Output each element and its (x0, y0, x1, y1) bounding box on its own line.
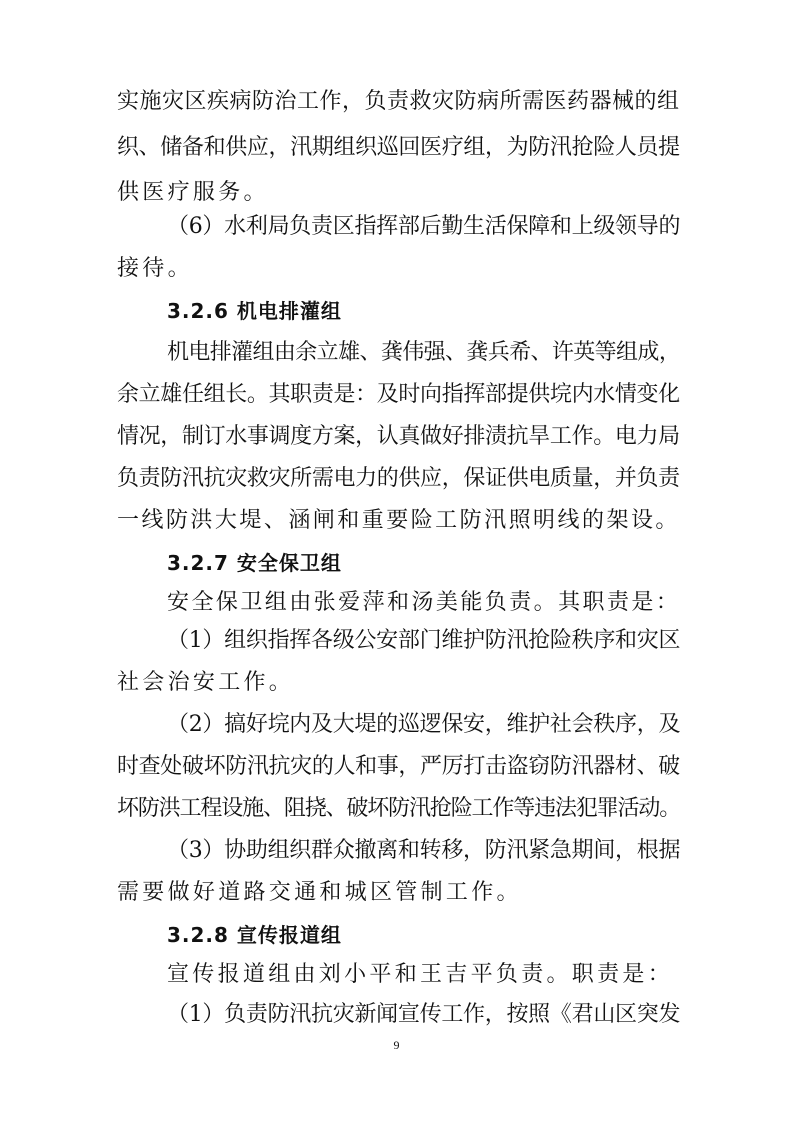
body-text-line: （1）组织指挥各级公安部门维护防汛抢险秩序和灾区 (167, 628, 681, 653)
body-text-line: （6）水利局负责区指挥部后勤生活保障和上级领导的 (167, 214, 681, 239)
body-text-line: 机电排灌组由余立雄、龚伟强、龚兵希、许英等组成， (167, 340, 681, 365)
body-text-line: 时查处破坏防汛抗灾的人和事，严厉打击盗窃防汛器材、破 (117, 754, 680, 779)
body-text-line: 宣传报道组由刘小平和王吉平负责。职责是： (167, 962, 674, 987)
page-number: 9 (393, 1038, 400, 1052)
body-text-line: 余立雄任组长。其职责是：及时向指挥部提供垸内水情变化 (117, 382, 680, 407)
body-text-line: 负责防汛抗灾救灾所需电力的供应，保证供电质量，并负责 (117, 466, 680, 491)
section-heading: 3.2.6 机电排灌组 (167, 299, 342, 323)
body-text-line: 供医疗服务。 (117, 180, 269, 205)
body-text-line: 坏防洪工程设施、阻挠、破坏防汛抢险工作等违法犯罪活动。 (117, 796, 681, 821)
body-text-line: 需要做好道路交通和城区管制工作。 (117, 880, 522, 905)
body-text-line: 织、储备和供应，汛期组织巡回医疗组，为防汛抢险人员提 (117, 135, 680, 160)
section-heading: 3.2.7 安全保卫组 (167, 551, 342, 575)
body-text-line: （2）搞好垸内及大堤的巡逻保安，维护社会秩序，及 (167, 712, 681, 737)
body-text-line: 接待。 (117, 256, 193, 281)
body-text-line: （1）负责防汛抗灾新闻宣传工作，按照《君山区突发 (167, 1002, 681, 1027)
body-text-line: 社会治安工作。 (117, 670, 295, 695)
body-text-line: 情况，制订水事调度方案，认真做好排渍抗旱工作。电力局 (117, 424, 680, 449)
section-heading: 3.2.8 宣传报道组 (167, 923, 342, 947)
body-text-line: 一线防洪大堤、涵闸和重要险工防汛照明线的架设。 (117, 508, 680, 533)
body-text-line: （3）协助组织群众撤离和转移，防汛紧急期间，根据 (167, 838, 681, 863)
body-text-line: 安全保卫组由张爱萍和汤美能负责。其职责是： (167, 590, 681, 615)
body-text-line: 实施灾区疾病防治工作，负责救灾防病所需医药器械的组 (117, 89, 680, 114)
